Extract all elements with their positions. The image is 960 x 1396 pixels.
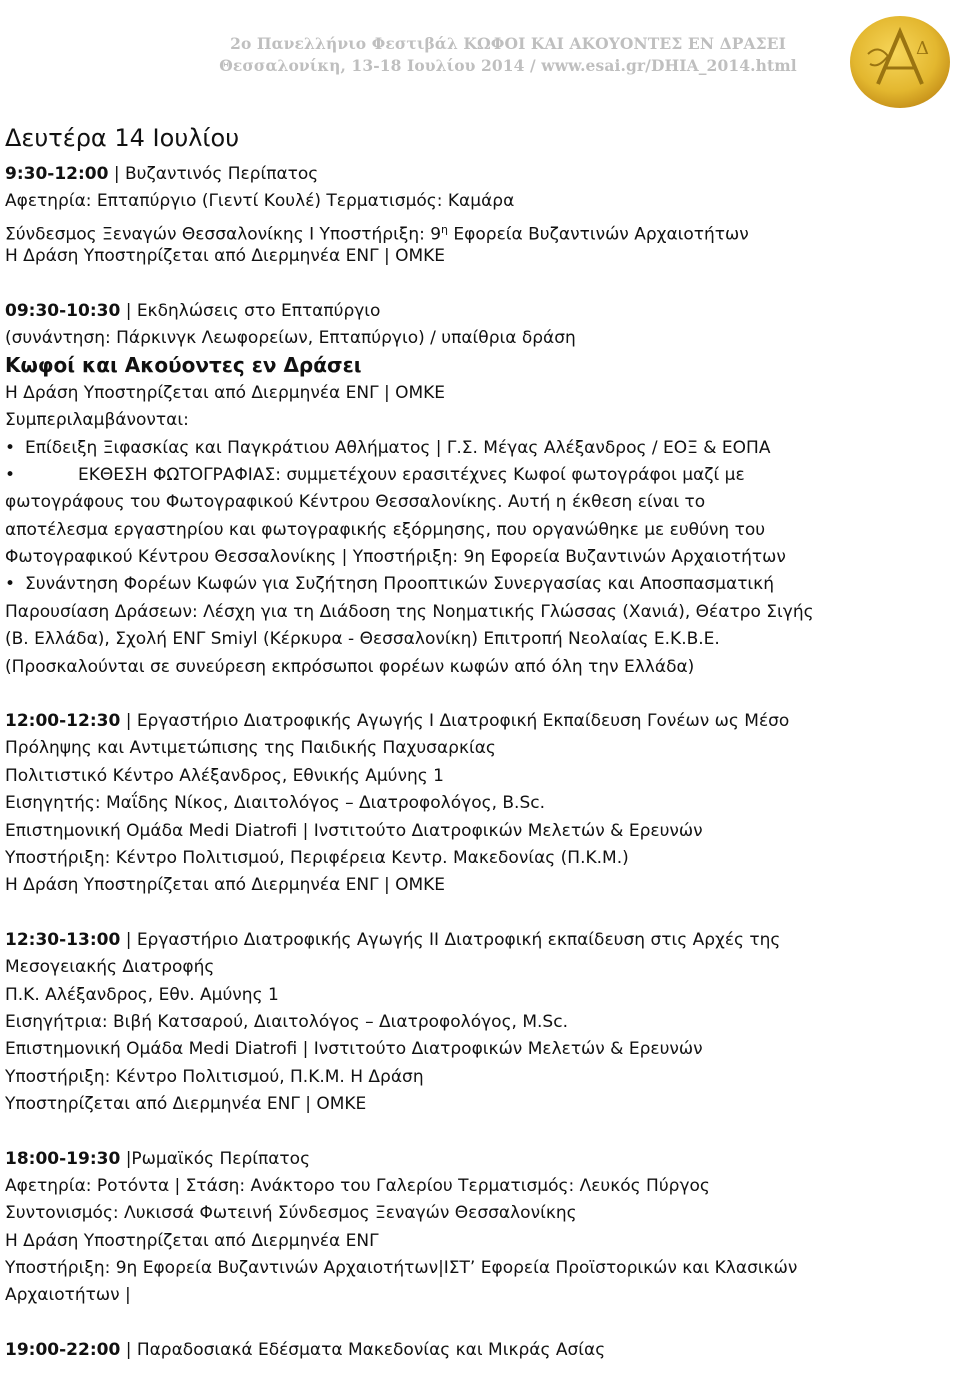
event-detail: Σύνδεσμος Ξεναγών Θεσσαλονίκης Ι Υποστήριξη: $9^\eta$ Εφορεία Βυζαντινών Αρχαιοτήτων	[5, 222, 749, 245]
schedule-content	[5, 118, 955, 1364]
event-time: 9:30-12:00	[5, 164, 109, 184]
event-title: | Εκδηλώσεις στο Επταπύργιο	[125, 300, 381, 321]
event-detail: Πρόληψης και Αντιμετώπισης της Παιδικής Παχυσαρκίας	[5, 738, 496, 759]
event-detail: Υποστήριξη: 9η Εφορεία Βυζαντινών Αρχαιοτήτων|ΙΣΤ’ Εφορεία Προϊστορικών και Κλασικών	[5, 1258, 798, 1279]
event-title: | Εργαστήριο Διατροφικής Αγωγής Ι Διατροφική Εκπαίδευση Γονέων ως Μέσο	[125, 711, 790, 732]
day-title: Δευτέρα 14 Ιουλίου	[5, 124, 240, 152]
list-item: • ΕΚΘΕΣΗ ΦΩΤΟΓΡΑΦΙΑΣ: συμμετέχουν ερασιτέχνες Κωφοί φωτογράφοι μαζί με	[5, 462, 955, 489]
event-detail: Συμπεριλαμβάνονται:	[5, 410, 189, 431]
event-time: 18:00-19:30	[5, 1148, 121, 1169]
logo-letter: Δ	[916, 38, 929, 59]
event-subtitle: Κωφοί και Ακούοντες εν Δράσει	[5, 353, 362, 378]
event-heading	[5, 161, 955, 188]
list-item: • Συνάντηση Φορέων Κωφών για Συζήτηση Προοπτικών Συνεργασίας και Αποσπασματική	[5, 571, 955, 598]
event-heading	[5, 1337, 955, 1364]
festival-title: 2ο Πανελλήνιο Φεστιβάλ ΚΩΦΟΙ ΚΑΙ ΑΚΟΥΟΝΤΕΣ ΕΝ ΔΡΑΣΕΙ	[230, 34, 786, 53]
list-item: • Επίδειξη Ξιφασκίας και Παγκράτιου Αθλήματος | Γ.Σ. Μέγας Αλέξανδρος / ΕΟΞ & ΕΟΠΑ	[5, 435, 955, 462]
event-detail: Υποστήριξη: Κέντρο Πολιτισμού, Περιφέρεια Κεντρ. Μακεδονίας (Π.Κ.Μ.)	[5, 847, 629, 868]
event-title: | Εργαστήριο Διατροφικής Αγωγής ΙΙ Διατροφική εκπαίδευση στις Αρχές της	[125, 929, 781, 950]
event-detail: Επιστημονική Ομάδα Medi Diatrofi | Ινστιτούτο Διατροφικών Μελετών & Ερευνών	[5, 1039, 703, 1060]
bullet-icon: •	[5, 464, 16, 485]
event-detail: Μεσογειακής Διατροφής	[5, 957, 215, 978]
event-time: 19:00-22:00	[5, 1339, 121, 1360]
event-detail: αποτέλεσμα εργαστηρίου και φωτογραφικής εξόρμησης, που οργανώθηκε με ευθύνη του	[5, 519, 766, 540]
bullet-icon: •	[5, 574, 16, 595]
event-detail: Η Δράση Υποστηρίζεται από Διερμηνέα ΕΝΓ | ΟΜΚΕ	[5, 875, 446, 896]
festival-logo	[848, 14, 952, 110]
event-heading	[5, 708, 955, 735]
event-detail: Εισηγητής: Μαΐδης Νίκος, Διαιτολόγος – Διατροφολόγος, B.Sc.	[5, 793, 545, 814]
festival-dates-url: Θεσσαλονίκη, 13-18 Ιουλίου 2014 / www.esai.gr/DHIA_2014.html	[219, 56, 797, 75]
event-detail: Υποστηρίζεται από Διερμηνέα ΕΝΓ | ΟΜΚΕ	[5, 1094, 367, 1115]
event-title: | Παραδοσιακά Εδέσματα Μακεδονίας και Μικράς Ασίας	[125, 1339, 606, 1360]
event-detail: φωτογράφους του Φωτογραφικού Κέντρου Θεσσαλονίκης. Αυτή η έκθεση είναι το	[5, 492, 706, 513]
bullet-icon: •	[5, 437, 16, 458]
event-detail: (Β. Ελλάδα), Σχολή ΕΝΓ Smiyl (Κέρκυρα - Θεσσαλονίκη) Επιτροπή Νεολαίας Ε.Κ.Β.Ε.	[5, 629, 720, 650]
event-title: |Ρωμαϊκός Περίπατος	[125, 1148, 311, 1169]
event-detail: Φωτογραφικού Κέντρου Θεσσαλονίκης | Υποστήριξη: 9η Εφορεία Βυζαντινών Αρχαιοτήτων	[5, 547, 786, 568]
event-detail: (Προσκαλούνται σε συνεύρεση εκπρόσωποι φορέων κωφών από όλη την Ελλάδα)	[5, 656, 695, 677]
event-detail: Πολιτιστικό Κέντρο Αλέξανδρος, Εθνικής Αμύνης 1	[5, 765, 444, 786]
event-time: 12:30-13:00	[5, 929, 121, 950]
event-detail: Επιστημονική Ομάδα Medi Diatrofi | Ινστιτούτο Διατροφικών Μελετών & Ερευνών	[5, 820, 703, 841]
page-header	[0, 28, 960, 88]
event-detail: Η Δράση Υποστηρίζεται από Διερμηνέα ΕΝΓ | ΟΜΚΕ	[5, 382, 446, 403]
event-detail: Αφετηρία: Επταπύργιο (Γιεντί Κουλέ) Τερματισμός: Καμάρα	[5, 191, 515, 212]
event-detail: Εισηγήτρια: Βιβή Κατσαρού, Διαιτολόγος – Διατροφολόγος, M.Sc.	[5, 1011, 568, 1032]
event-detail: Υποστήριξη: Κέντρο Πολιτισμού, Π.Κ.Μ. Η Δράση	[5, 1066, 424, 1087]
event-title: | Βυζαντινός Περίπατος	[113, 164, 319, 184]
event-heading	[5, 927, 955, 954]
event-detail: Παρουσίαση Δράσεων: Λέσχη για τη Διάδοση της Νοηματικής Γλώσσας (Χανιά), Θέατρο Σιγής	[5, 601, 814, 622]
event-heading	[5, 298, 955, 325]
event-detail: Αφετηρία: Ροτόντα | Στάση: Ανάκτορο του Γαλερίου Τερματισμός: Λευκός Πύργος	[5, 1175, 710, 1196]
event-detail: Η Δράση Υποστηρίζεται από Διερμηνέα ΕΝΓ	[5, 1230, 379, 1251]
event-detail: Αρχαιοτήτων |	[5, 1285, 131, 1306]
event-detail: Η Δράση Υποστηρίζεται από Διερμηνέα ΕΝΓ | ΟΜΚΕ	[5, 246, 446, 267]
event-detail: (συνάντηση: Πάρκινγκ Λεωφορείων, Επταπύργιο) / υπαίθρια δράση	[5, 327, 576, 348]
event-detail: Συντονισμός: Λυκισσά Φωτεινή Σύνδεσμος Ξεναγών Θεσσαλονίκης	[5, 1203, 577, 1224]
event-time: 09:30-10:30	[5, 300, 121, 321]
event-heading	[5, 1146, 955, 1173]
event-detail: Π.Κ. Αλέξανδρος, Εθν. Αμύνης 1	[5, 984, 279, 1005]
event-time: 12:00-12:30	[5, 711, 121, 732]
